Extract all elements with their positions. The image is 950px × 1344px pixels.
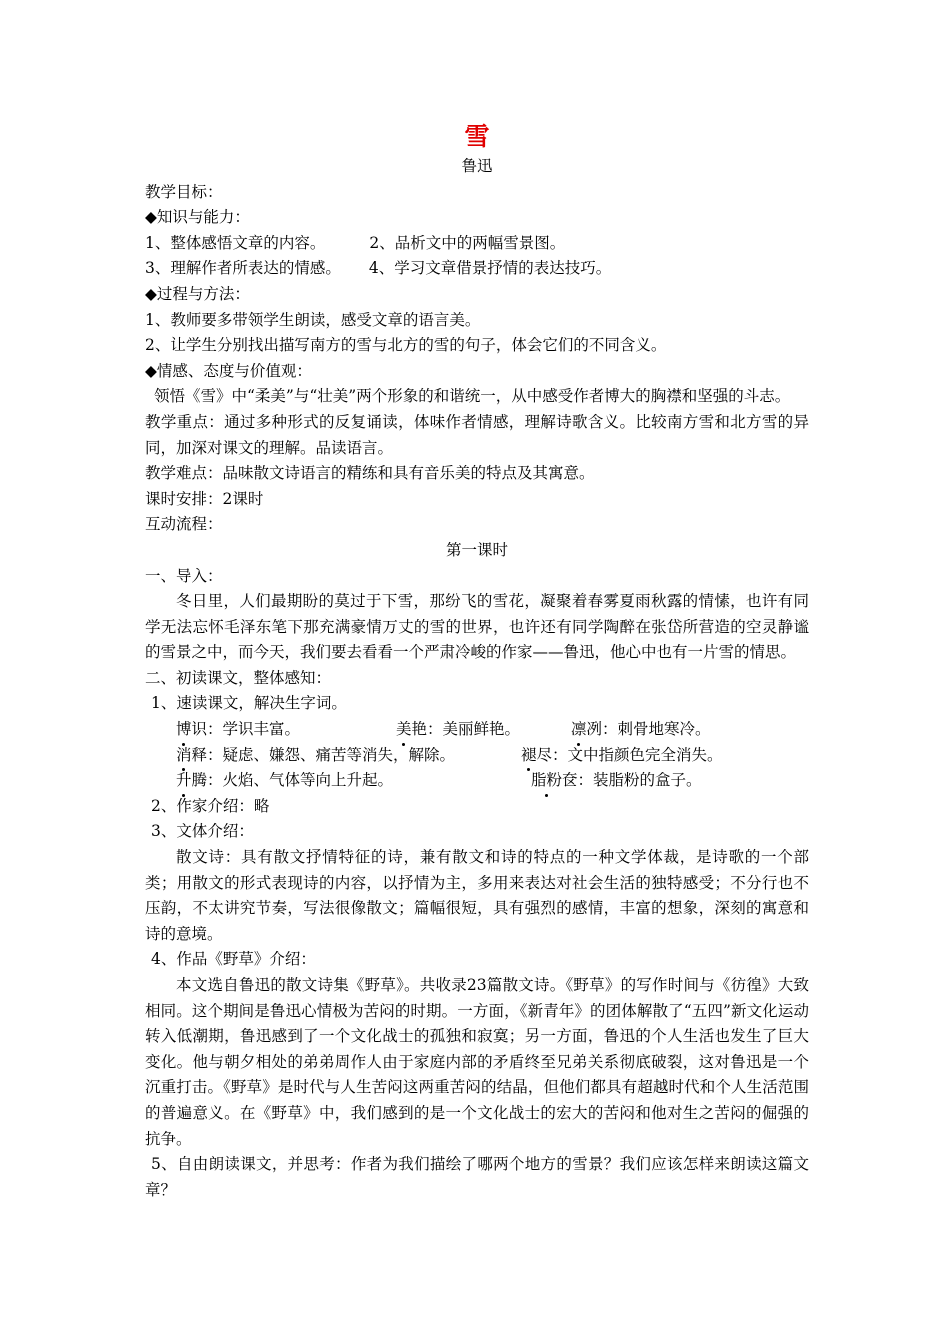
- vocab-char: 博: [176, 717, 192, 743]
- vocab-char: 脂粉: [531, 768, 562, 794]
- emotion-heading: ◆情感、态度与价值观：: [145, 361, 312, 380]
- vocab-def: 艳：美丽鲜艳。: [411, 720, 521, 739]
- vocab-item: [176, 743, 521, 769]
- vocab-item: [176, 768, 531, 794]
- vocab-def: 冽：刺骨地寒冷。: [586, 720, 711, 739]
- author-intro-item: 2、作家介绍：略: [151, 796, 270, 815]
- works-text: 本文选自鲁迅的散文诗集《野草》。共收录23篇散文诗。《野草》的写作时间与《彷徨》大致相同。这个期间是鲁迅心情极为苦闷的时期。一方面，《新青年》的团体解散了“五四”新文化运动转入低潮期，鲁迅感到了一个文化战士的孤独和寂寞；另一方面，鲁迅的个人生活也发生了巨大变化。他与朝夕相处的弟弟周作人由于家庭内部的矛盾终至兄弟关系彻底破裂，这对鲁迅是一个沉重打击。《野草》是时代与人生苦闷这两重苦闷的结晶，但他们都具有超越时代和个人生活范围的普遍意义。在《野草》中，我们感到的是一个文化战士的宏大的苦闷和他对生之苦闷的倔强的抗争。: [145, 976, 809, 1148]
- lesson-heading: 第一课时: [445, 540, 508, 559]
- free-read-item: 5、自由朗读课文，并思考：作者为我们描绘了哪两个地方的雪景？我们应该怎样来朗读这篇文章？: [145, 1155, 809, 1199]
- works-heading: 4、作品《野草》介绍：: [151, 950, 316, 969]
- vocab-char: 褪: [521, 743, 537, 769]
- key-points: 教学重点：通过多种形式的反复诵读，体味作者情感，理解诗歌含义。比较南方雪和北方雪的异同，加深对课文的理解。品读语言。: [145, 412, 809, 457]
- vocab-char: 消: [176, 743, 192, 769]
- author: 鲁迅: [461, 157, 493, 175]
- intro-text: 冬日里，人们最期盼的莫过于下雪，那纷飞的雪花，凝聚着春雾夏雨秋露的情愫，也许有同学无法忘怀毛泽东笔下那充满豪情万丈的雪的世界，也许还有同学陶醉在张岱所营造的空灵静谧的雪景之中，而今天，我们要去看看一个严肃冷峻的作家——鲁迅，他心中也有一片雪的情思。: [145, 592, 809, 662]
- vocab-row-2: [145, 743, 809, 769]
- knowledge-heading: ◆知识与能力：: [145, 208, 250, 227]
- document-page: [145, 120, 809, 1203]
- genre-heading: 3、文体介绍：: [151, 822, 254, 841]
- emotion-text: 领悟《雪》中“柔美”与“壮美”两个形象的和谐统一，从中感受作者博大的胸襟和坚强的斗志。: [154, 387, 791, 406]
- process-heading: ◆过程与方法：: [145, 284, 250, 303]
- vocab-char: 凛: [571, 717, 587, 743]
- vocab-item: [531, 768, 702, 794]
- vocab-char: 升: [176, 768, 192, 794]
- read-heading: 二、初读课文，整体感知：: [145, 668, 332, 687]
- vocab-def: 释：疑虑、嫌怨、痛苦等消失，解除。: [191, 745, 456, 764]
- vocab-def: 腾：火焰、气体等向上升起。: [191, 771, 394, 790]
- vocab-row-1: [145, 717, 809, 743]
- vocab-item: [396, 717, 571, 743]
- goals-heading: 教学目标：: [145, 182, 223, 201]
- vocab-item: [571, 717, 711, 743]
- document-title: 雪: [464, 122, 490, 151]
- knowledge-goal-4: 4、学习文章借景抒情的表达技巧。: [368, 259, 612, 278]
- intro-heading: 一、导入：: [145, 566, 223, 585]
- genre-text: 散文诗：具有散文抒情特征的诗，兼有散文和诗的特点的一种文学体裁，是诗歌的一个部类；用散文的形式表现诗的内容，以抒情为主，多用来表达对社会生活的独特感受；不分行也不压韵，不太讲究节奏，写法很像散文；篇幅很短，具有强烈的感情，丰富的想象，深刻的寓意和诗的意境。: [145, 848, 809, 943]
- process-item-2: 2、让学生分别找出描写南方的雪与北方的雪的句子，体会它们的不同含义。: [145, 336, 667, 355]
- vocab-row-3: [145, 768, 809, 794]
- knowledge-row-2: [145, 256, 809, 282]
- vocab-def: 尽：文中指颜色完全消失。: [536, 745, 723, 764]
- schedule: 课时安排：2课时: [145, 489, 264, 508]
- knowledge-row-1: [145, 231, 809, 257]
- vocab-item: [521, 743, 723, 769]
- knowledge-goal-3: 3、理解作者所表达的情感。: [145, 259, 341, 278]
- flow-heading: 互动流程：: [145, 515, 223, 534]
- difficulties: 教学难点：品味散文诗语言的精练和具有音乐美的特点及其寓意。: [145, 464, 595, 483]
- knowledge-goal-2: 2、品析文中的两幅雪景图。: [369, 233, 566, 252]
- knowledge-goal-1: 1、整体感悟文章的内容。: [145, 233, 326, 252]
- vocab-def: 奁：装脂粉的盒子。: [562, 771, 702, 790]
- vocab-char: 美: [396, 717, 412, 743]
- speed-read-item: 1、速读课文，解决生字词。: [151, 694, 347, 713]
- process-item-1: 1、教师要多带领学生朗读，感受文章的语言美。: [145, 310, 481, 329]
- vocab-def: 识：学识丰富。: [191, 720, 301, 739]
- vocab-item: [176, 717, 396, 743]
